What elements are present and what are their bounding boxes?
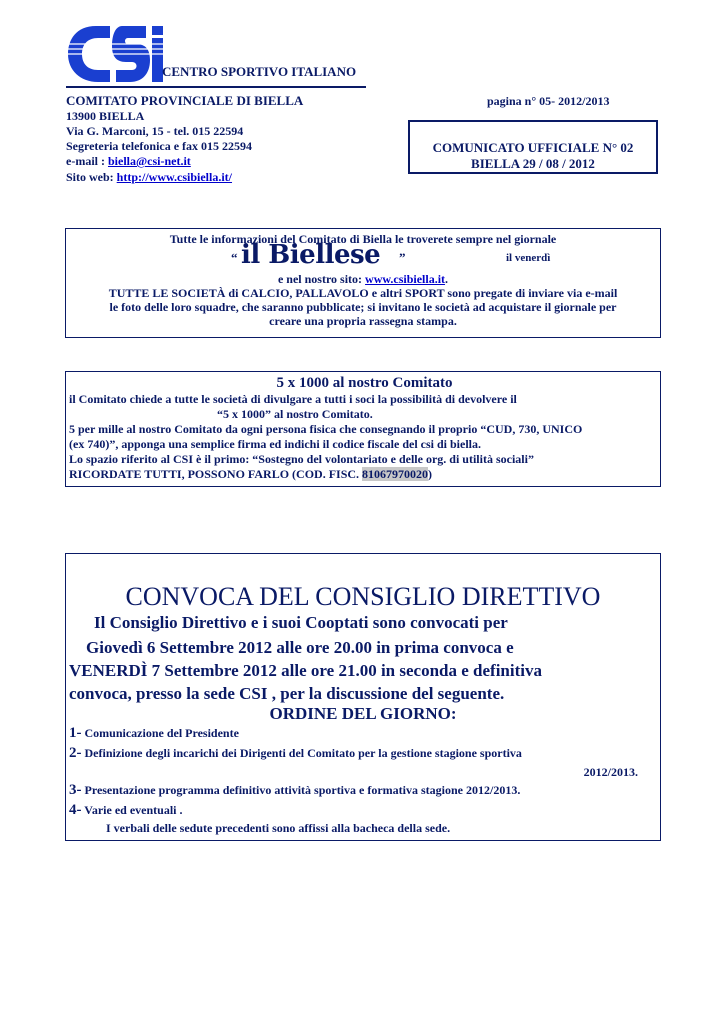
phone-fax: Segreteria telefonica e fax 015 22594 [66,139,253,153]
five-per-mille-line-2: “5 x 1000” al nostro Comitato. [217,407,373,421]
agenda-item [69,782,520,799]
five-per-mille-box [65,371,661,487]
agenda-item-continuation: 2012/2013. [583,765,638,779]
societies-line-2: le foto delle loro squadre, che saranno pubblicate; si invitano le società ad acquistare il giornale per [109,300,617,314]
agenda-item-number: 1- [69,725,82,741]
five-per-mille-title: 5 x 1000 al nostro Comitato [276,375,453,391]
website-label: Sito web: [66,170,117,184]
comunicato-date: BIELLA 29 / 08 / 2012 [471,156,595,171]
agenda-item-text: Presentazione programma definitivo attività sportiva e formativa stagione 2012/2013. [81,783,521,797]
website-line [66,170,232,184]
comitato-title: COMITATO PROVINCIALE DI BIELLA [66,93,304,108]
site-suffix: . [445,272,449,286]
convoca-title: CONVOCA DEL CONSIGLIO DIRETTIVO [125,582,601,611]
site-line [66,272,660,286]
convoca-paragraph-3: VENERDÌ 7 Settembre 2012 alle ore 21.00 in seconda e definitiva [69,661,542,680]
comunicato-number: COMUNICATO UFFICIALE N° 02 [432,140,634,155]
five-per-mille-line-5: Lo spazio riferito al CSI è il primo: “Sostegno del volontariato e delle org. di utilità sociali” [69,452,534,466]
email-line [66,154,191,168]
agenda-item-number: 2- [69,745,82,761]
website-link[interactable]: http://www.csibiella.it/ [116,170,233,184]
site-link[interactable]: www.csibiella.it [365,272,446,286]
agenda-item-number: 3- [69,782,82,798]
header-divider [66,86,366,88]
minutes-note: I verbali delle sedute precedenti sono affissi alla bacheca della sede. [106,821,451,835]
quote-open: “ [231,250,238,265]
agenda-item-text: Definizione degli incarichi dei Dirigenti del Comitato per la gestione stagione sportiva [81,746,522,760]
comunicato-box [408,120,658,174]
societies-line-3: creare una propria rassegna stampa. [269,314,457,328]
il-biellese-logo: il Biellese [241,240,381,270]
five-per-mille-line-6 [69,467,660,482]
agenda-item-text: Comunicazione del Presidente [81,726,239,740]
agenda-item-text: Varie ed eventuali . [81,803,183,817]
site-prefix: e nel nostro sito: [277,272,366,286]
convoca-box [65,553,661,841]
newspaper-intro: Tutte le informazioni del Comitato di Biella le troverete sempre nel giornale [169,232,557,246]
five-per-mille-line-4: (ex 740)”, apponga una semplice firma ed indichi il codice fiscale del csi di biella. [69,437,481,451]
agenda-item [69,745,522,762]
societies-line-1: TUTTE LE SOCIETÀ di CALCIO, PALLAVOLO e altri SPORT sono pregate di inviare via e-mail [108,286,618,300]
agenda-item [69,725,239,742]
fiscal-code: 81067970020 [362,467,429,481]
convoca-paragraph-2: Giovedì 6 Settembre 2012 alle ore 20.00 in prima convoca e [86,638,514,657]
newspaper-day: il venerdì [506,252,551,264]
newspaper-name-line [66,240,660,272]
quote-close: ” [399,250,406,265]
page-number: pagina n° 05- 2012/2013 [487,94,610,108]
reminder-text: RICORDATE TUTTI, POSSONO FARLO (COD. FISC. [69,467,363,481]
five-per-mille-line-3: 5 per mille al nostro Comitato da ogni persona fisica che consegnando il proprio “CUD, 730, UNICO [69,422,583,436]
email-label: e-mail : [66,154,108,168]
agenda-item-number: 4- [69,802,82,818]
reminder-close: ) [428,467,433,481]
newspaper-box [65,228,661,338]
address-street: Via G. Marconi, 15 - tel. 015 22594 [66,124,244,138]
agenda-title: ORDINE DEL GIORNO: [269,704,457,723]
five-per-mille-line-1: il Comitato chiede a tutte le società di divulgare a tutti i soci la possibilità di devolvere il [69,392,517,406]
address-city: 13900 BIELLA [66,109,145,123]
convoca-paragraph-1: Il Consiglio Direttivo e i suoi Cooptati sono convocati per [94,613,508,632]
convoca-paragraph-4: convoca, presso la sede CSI , per la discussione del seguente. [69,684,505,703]
email-link[interactable]: biella@csi-net.it [107,154,191,168]
org-name: CENTRO SPORTIVO ITALIANO [162,64,357,79]
agenda-item [69,802,183,819]
csi-logo [66,22,166,84]
